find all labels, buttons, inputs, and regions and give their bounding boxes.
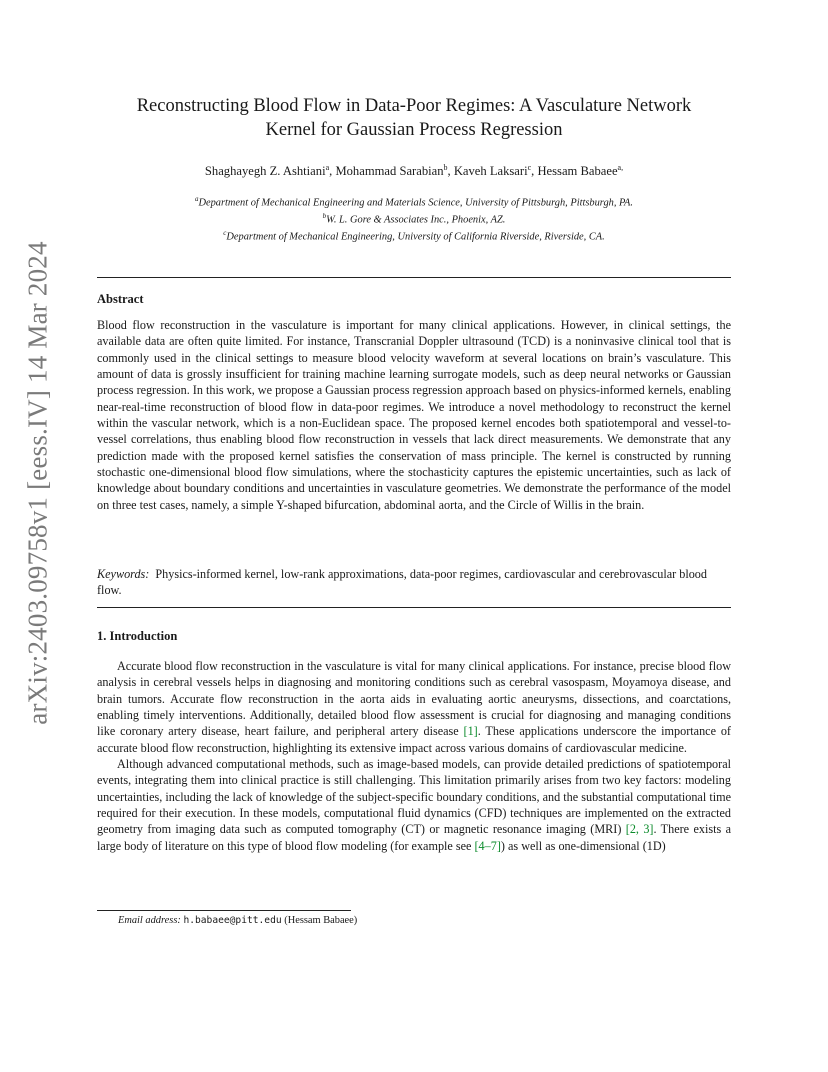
paper-title <box>96 94 732 142</box>
citation-link[interactable]: [4–7] <box>474 838 501 853</box>
affiliation-item <box>96 227 732 244</box>
author-affil-mark: b <box>443 163 448 172</box>
paragraph-text: ) as well as one-dimensional (1D) <box>500 838 666 853</box>
author-separator: , <box>531 164 538 179</box>
abstract-bottom-rule <box>97 607 731 608</box>
email-link[interactable]: h.babaee@pitt.edu <box>183 915 282 926</box>
section-heading-introduction: 1. Introduction <box>97 629 178 643</box>
footnote-rule <box>97 910 351 911</box>
introduction-body <box>97 658 731 854</box>
paragraph-text: . These applications underscore the importance of accurate blood flow reconstruction, highlighting its extensive impact across various domains of cardiovascular medicine. <box>97 724 731 755</box>
abstract-heading: Abstract <box>97 292 144 306</box>
abstract-top-rule <box>97 277 731 278</box>
author-name: Shaghayegh Z. Ashtiani <box>204 164 326 179</box>
abstract-text: Blood flow reconstruction in the vasculature is important for many clinical applications. However, in clinical settings, the available data are often quite limited. For instance, Transcranial Doppler ultrasound (TCD) is a noninvasive clinical tool that is commonly used in the clinical settings to measure blood velocity waveform at several locations on brain’s vasculature. This amount of data is grossly insufficient for training machine learning surrogate models, such as deep neural networks or Gaussian process regression. In this work, we propose a Gaussian process regression approach based on physics-informed kernels, enabling near-real-time reconstruction of blood flow in data-poor regimes. We introduce a novel methodology to reconstruct the kernel within the vascular network, which is a non-Euclidean space. The proposed kernel encodes both spatiotemporal and vessel-to-vessel correlations, thus enabling blood flow reconstruction in vessels that lack direct measurements. We demonstrate that any prediction made with the proposed kernel satisfies the conservation of mass principle. The kernel is constructed by running stochastic one-dimensional blood flow simulations, where the stochasticity captures the epistemic uncertainties, such as lack of knowledge about boundary conditions and uncertainties in vasculature geometries. We demonstrate the performance of the model on three test cases, namely, a simple Y-shaped bifurcation, abdominal aorta, and the Circle of Willis in the brain. <box>97 318 731 512</box>
keywords-label: Keywords: <box>97 567 150 581</box>
author-list <box>96 163 732 179</box>
affiliation-mark: c <box>223 228 227 237</box>
intro-paragraph <box>97 658 731 756</box>
author-separator: , <box>329 164 336 179</box>
affiliation-text: Department of Mechanical Engineering and Materials Science, University of Pittsburgh, Pittsburgh, PA. <box>198 197 633 209</box>
author-affil-mark: c <box>527 163 532 172</box>
affiliation-mark: b <box>322 211 327 220</box>
author-name: Hessam Babaee <box>537 164 618 179</box>
paragraph-text: Accurate blood flow reconstruction in the vasculature is vital for many clinical applications. For instance, precise blood flow analysis in cerebral vessels helps in diagnosing and monitoring conditions such as cerebral vasospasm, Moyamoya disease, and brain tumors. Accurate flow reconstruction in the aorta aids in evaluating aortic aneurysms, dissections, and coarctations, enabling timely interventions. Additionally, detailed blood flow assessment is crucial for diagnosing and managing conditions like coronary artery disease, heart failure, and peripheral artery disease <box>97 659 731 739</box>
keywords-text: Physics-informed kernel, low-rank approximations, data-poor regimes, cardiovascular and cerebrovascular blood flow. <box>97 567 707 598</box>
affiliation-text: Department of Mechanical Engineering, University of California Riverside, Riverside, CA. <box>226 231 605 243</box>
affiliation-mark: a <box>194 195 199 203</box>
author-name: Mohammad Sarabian <box>335 164 444 179</box>
intro-paragraph <box>97 756 731 854</box>
paragraph-text: Although advanced computational methods, such as image-based models, can provide detailed predictions of spatiotemporal events, integrating them into clinical practice is still challenging. This limitation primarily arises from two key factors: modeling uncertainties, including the lack of knowledge of the subject-specific boundary conditions, and the substantial computational time required for their execution. In these models, computational fluid dynamics (CFD) techniques are implemented on the extracted geometry from imaging data such as computed tomography (CT) or magnetic resonance imaging (MRI) <box>97 757 731 837</box>
footnote-label: Email address: <box>118 915 181 926</box>
title-line-2: Kernel for Gaussian Process Regression <box>265 120 563 140</box>
affiliation-list <box>96 193 732 244</box>
affiliation-item <box>96 193 732 210</box>
affiliation-item <box>96 210 732 227</box>
footnote-author-name: (Hessam Babaee) <box>284 915 358 926</box>
citation-link[interactable]: [2, 3] <box>625 822 654 837</box>
author-name: Kaveh Laksari <box>453 164 528 179</box>
keywords <box>97 566 731 599</box>
author-separator: , <box>447 164 454 179</box>
title-line-1: Reconstructing Blood Flow in Data-Poor Regimes: A Vasculature Network <box>136 96 692 116</box>
affiliation-text: W. L. Gore & Associates Inc., Phoenix, AZ. <box>326 214 506 226</box>
citation-link[interactable]: [1] <box>463 724 478 739</box>
author-affil-mark: a <box>325 163 330 172</box>
paragraph-text: . There exists a large body of literature on this type of blood flow modeling (for example see <box>97 822 731 853</box>
arxiv-identifier-stamp: arXiv:2403.09758v1 [eess.IV] 14 Mar 2024 <box>22 241 53 725</box>
author-affil-mark: a, <box>617 163 624 172</box>
footnote-email <box>118 915 357 926</box>
